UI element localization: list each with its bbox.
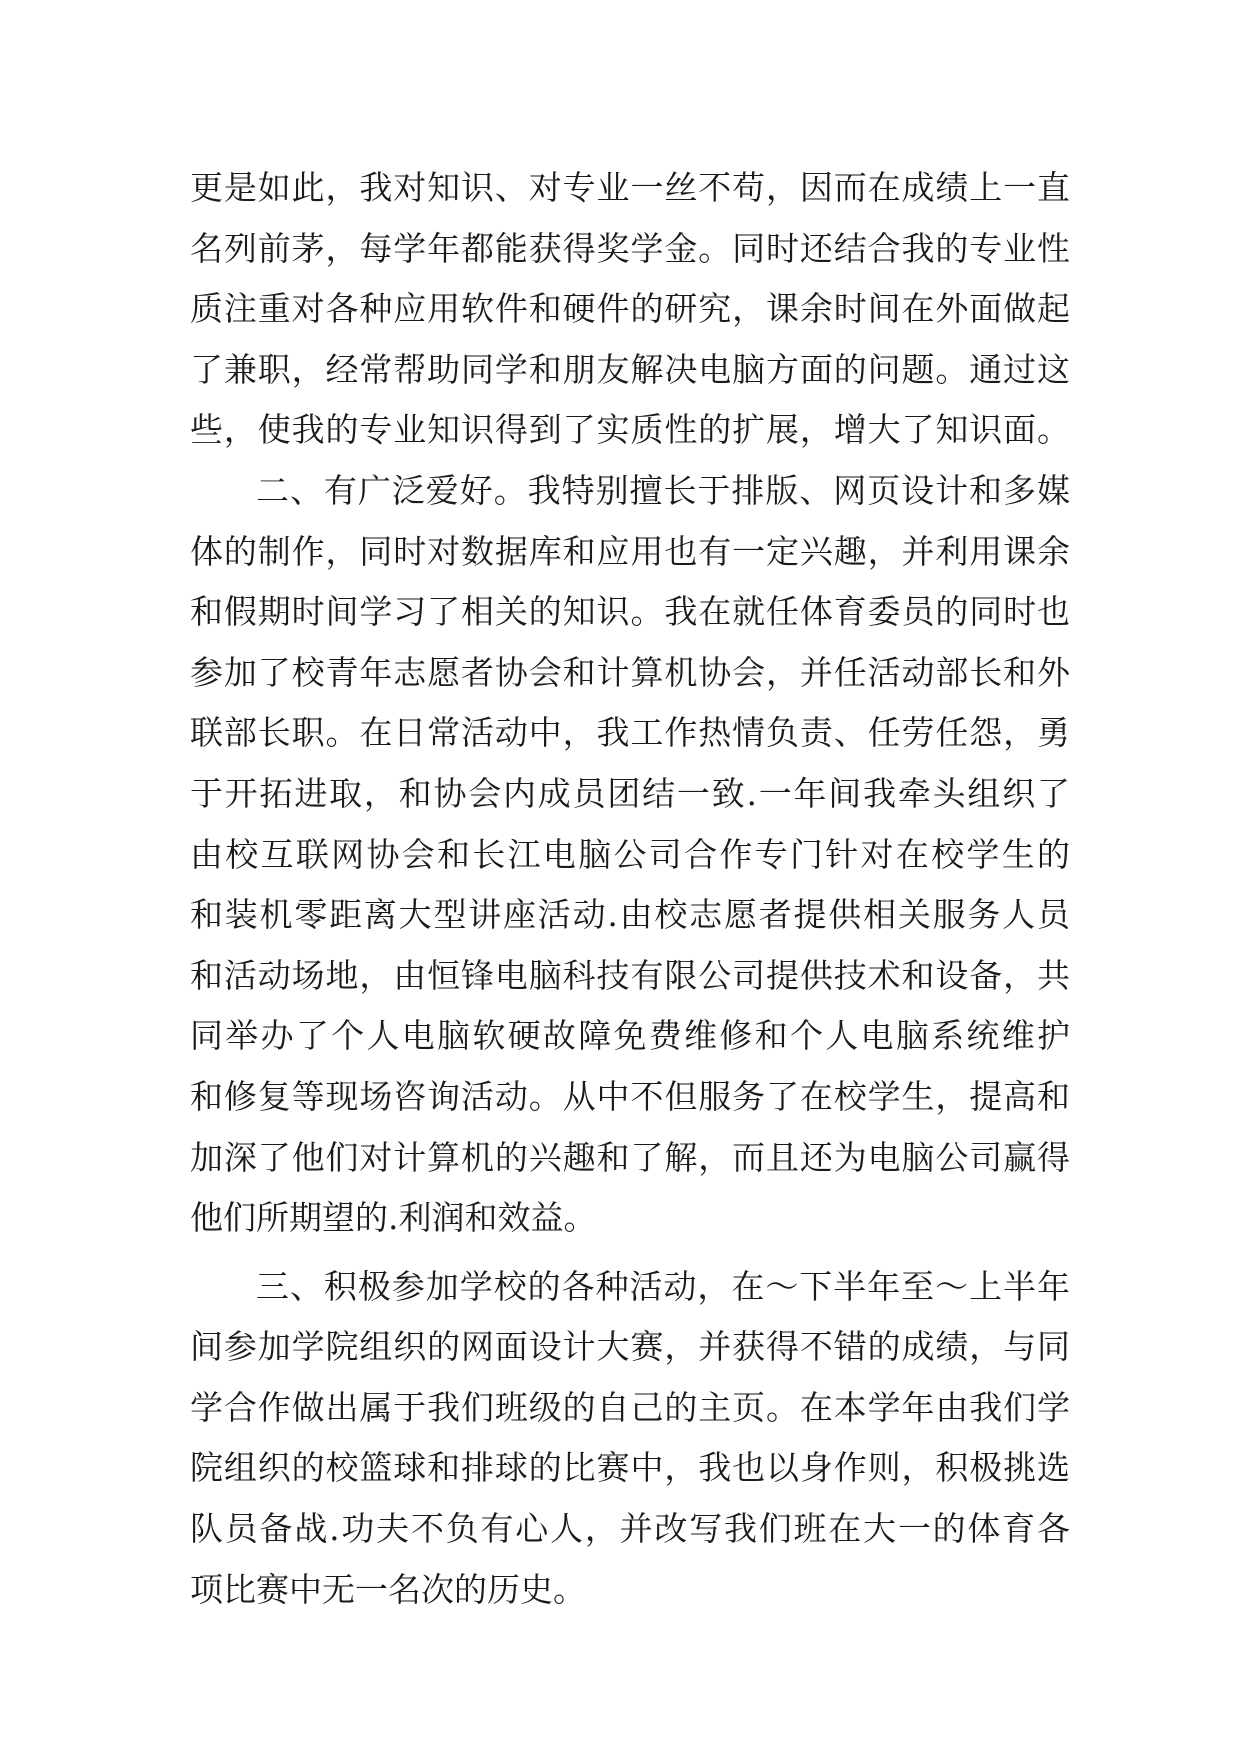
- paragraph-1: [190, 158, 1070, 461]
- text-line: 名列前茅，每学年都能获得奖学金。同时还结合我的专业性: [190, 228, 1070, 268]
- text-line: 质注重对各种应用软件和硬件的研究，课余时间在外面做起: [190, 289, 1070, 329]
- document-body: [190, 158, 1070, 1620]
- text-line: 和装机零距离大型讲座活动.由校志愿者提供相关服务人员: [190, 895, 1070, 935]
- text-line: 项比赛中无一名次的历史。: [190, 1569, 586, 1609]
- text-line: 院组织的校篮球和排球的比赛中，我也以身作则，积极挑选: [190, 1448, 1070, 1488]
- text-line: 加深了他们对计算机的兴趣和了解，而且还为电脑公司赢得: [190, 1137, 1070, 1177]
- text-line: 间参加学院组织的网面设计大赛，并获得不错的成绩，与同: [190, 1327, 1070, 1367]
- text-line: 了兼职，经常帮助同学和朋友解决电脑方面的问题。通过这: [190, 349, 1070, 389]
- text-line: 学合作做出属于我们班级的自己的主页。在本学年由我们学: [190, 1387, 1070, 1427]
- text-line: 和假期时间学习了相关的知识。我在就任体育委员的同时也: [190, 592, 1070, 632]
- paragraph-3: [190, 1257, 1070, 1621]
- text-line: 同举办了个人电脑软硬故障免费维修和个人电脑系统维护: [190, 1016, 1070, 1056]
- text-line: 更是如此，我对知识、对专业一丝不苟，因而在成绩上一直: [190, 168, 1070, 207]
- text-line: 二、有广泛爱好。我特别擅长于排版、网页设计和多媒: [256, 470, 1070, 510]
- text-line: 由校互联网协会和长江电脑公司合作专门针对在校学生的: [190, 834, 1070, 874]
- text-line: 和活动场地，由恒锋电脑科技有限公司提供技术和设备，共: [190, 955, 1070, 995]
- text-line: 联部长职。在日常活动中，我工作热情负责、任劳任怨，勇: [190, 713, 1070, 753]
- text-line: 体的制作，同时对数据库和应用也有一定兴趣，并利用课余: [190, 531, 1070, 571]
- text-line: 些，使我的专业知识得到了实质性的扩展，增大了知识面。: [190, 410, 1070, 450]
- text-line: 队员备战.功夫不负有心人，并改写我们班在大一的体育各: [190, 1509, 1070, 1549]
- paragraph-gap: [190, 1249, 1070, 1257]
- text-line: 三、积极参加学校的各种活动，在～下半年至～上半年: [256, 1266, 1070, 1306]
- text-line: 于开拓进取，和协会内成员团结一致.一年间我牵头组织了: [190, 773, 1070, 813]
- text-line: 参加了校青年志愿者协会和计算机协会，并任活动部长和外: [190, 652, 1070, 692]
- paragraph-2: [190, 461, 1070, 1249]
- text-line: 和修复等现场咨询活动。从中不但服务了在校学生，提高和: [190, 1076, 1070, 1116]
- text-line: 他们所期望的.利润和效益。: [190, 1198, 597, 1238]
